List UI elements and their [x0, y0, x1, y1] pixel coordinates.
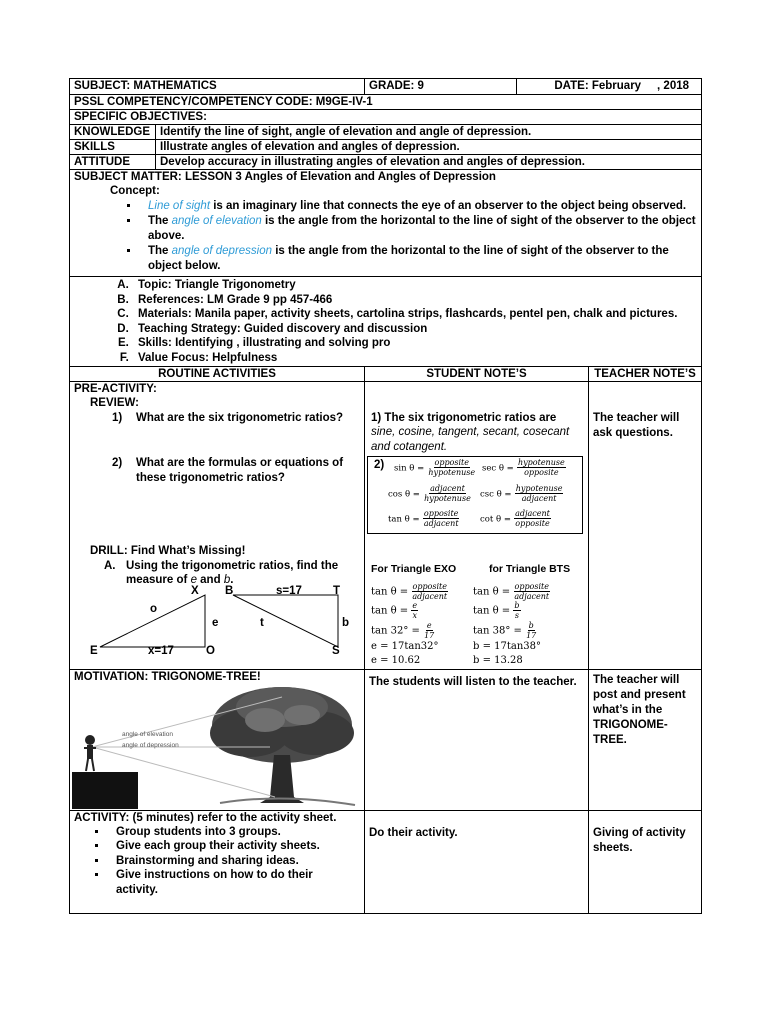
- student-notes-pre-activity: [365, 381, 589, 669]
- student-notes-motivation: The students will listen to the teacher.: [365, 669, 589, 810]
- student-notes-activity: Do their activity.: [365, 810, 589, 913]
- knowledge-text: Identify the line of sight, angle of elevation and angle of depression.: [156, 125, 702, 140]
- formula-tan: tan θ = $\frac{\text{opposite}}{\text{adjacent}}$: [388, 508, 459, 528]
- term-angle-of-elevation: angle of elevation: [171, 215, 262, 227]
- skills-label: SKILLS: [70, 140, 156, 155]
- question-1-num: 1): [112, 411, 123, 424]
- skills-text: Illustrate angles of elevation and angles of depression.: [156, 140, 702, 155]
- concept-list: [74, 199, 697, 274]
- exo-title: For Triangle EXO: [371, 562, 457, 575]
- label-e: e: [212, 616, 219, 629]
- column-header-routine: ROUTINE ACTIVITIES: [70, 366, 365, 381]
- motivation-cell: [70, 669, 365, 810]
- lesson-plan-page: [69, 78, 701, 914]
- angle-of-elevation-label: angle of elevation: [122, 730, 173, 738]
- competency-cell: PSSL COMPETENCY/COMPETENCY CODE: M9GE-IV-1: [70, 95, 702, 110]
- subject-matter-items-cell: [70, 277, 702, 367]
- label-o: o: [150, 602, 158, 615]
- item-references: B. References: LM Grade 9 pp 457-466: [132, 293, 697, 308]
- label-s17: s=17: [276, 584, 302, 597]
- drill-a-text: Using the trigonometric ratios, find the measure of e and b.: [126, 559, 339, 586]
- question-1: What are the six trigonometric ratios?: [136, 411, 344, 424]
- motivation-title: MOTIVATION: TRIGONOME-TREE!: [74, 670, 261, 683]
- question-2-num: 2): [112, 456, 123, 469]
- drill-a-num: A.: [104, 559, 116, 572]
- term-line-of-sight: Line of sight: [148, 200, 211, 212]
- date-text: DATE: February , 2018: [554, 80, 690, 92]
- activity-cell: [70, 810, 365, 913]
- trigonome-tree-illustration: [70, 685, 365, 810]
- formula-sin: sin θ = $\frac{\text{opposite}}{\text{hypotenuse}}$: [394, 457, 476, 477]
- formula-box: 2) sin θ = $\frac{\text{opposite}}{\text{hypotenuse}}$ sec θ = $\frac{\text{hypotenuse}}{\text{opposite}}$ cos θ = $\frac{\text{adjacent}}{\text{hypotenuse}}$ csc θ = $\frac{\text{hypotenuse}}{\text{adjacent}}$ tan θ = $\frac{\text{opposite}}{\text{adjacent}}$ cot θ = $\frac{\text{adjacent}}{\text{opposite}}$: [367, 456, 583, 534]
- activity-item-2: ▪ Give each group their activity sheets.: [108, 839, 360, 854]
- question-2: What are the formulas or equations of these trigonometric ratios?: [136, 456, 344, 484]
- attitude-label: ATTITUDE: [70, 155, 156, 170]
- formula-cot: cot θ = $\frac{\text{adjacent}}{\text{opposite}}$: [480, 508, 550, 528]
- exo-solution: tan θ = $\frac{\text{opposite}}{\text{adjacent}}$ tan θ = $\frac{e}{x}$ tan 32° = $\frac{e}{17}$ e = 17tan32° e = 10.62: [371, 581, 448, 667]
- item-value-focus: F. Value Focus: Helpfulness: [132, 351, 697, 366]
- activity-item-4: ▪ Give instructions on how to do their activity.: [108, 868, 360, 897]
- item-materials: C. Materials: Manila paper, activity sheets, cartolina strips, flashcards, pentel pen, chalk and pictures.: [132, 307, 697, 322]
- concept-angle-of-elevation: ▪ The angle of elevation is the angle from the horizontal to the line of sight of the observer to the object above.: [140, 214, 697, 244]
- term-angle-of-depression: angle of depression: [171, 245, 273, 257]
- subject-cell: SUBJECT: MATHEMATICS: [70, 79, 365, 95]
- label-t: t: [260, 616, 264, 629]
- concept-line-of-sight: ▪ Line of sight is an imaginary line that connects the eye of an observer to the object being observed.: [140, 199, 697, 214]
- teacher-notes-pre-activity: The teacher will ask questions.: [589, 381, 702, 669]
- label-b: b: [342, 616, 350, 629]
- answer-1: 1) The six trigonometric ratios are sine, cosine, tangent, secant, cosecant and cotangent.: [371, 411, 570, 453]
- specific-objectives-cell: SPECIFIC OBJECTIVES:: [70, 110, 702, 125]
- lesson-plan-table: [69, 78, 702, 914]
- subject-matter-items: [74, 278, 697, 366]
- teacher-notes-motivation: The teacher will post and present what’s in the TRIGONOME-TREE.: [589, 669, 702, 810]
- label-T: T: [333, 584, 341, 597]
- formula-sec: sec θ = $\frac{\text{hypotenuse}}{\text{opposite}}$: [482, 457, 565, 477]
- label-x17: x=17: [148, 644, 174, 657]
- knowledge-label: KNOWLEDGE: [70, 125, 156, 140]
- activity-list: [74, 825, 360, 898]
- teacher-notes-activity: Giving of activity sheets.: [589, 810, 702, 913]
- drill-title: DRILL: Find What’s Missing!: [90, 544, 246, 557]
- triangle-bts: [233, 595, 338, 647]
- building-block: [72, 772, 138, 809]
- subject-matter-title: SUBJECT MATTER: LESSON 3 Angles of Elevation and Angles of Depression: [74, 171, 496, 183]
- label-S: S: [332, 644, 340, 657]
- tree-icon: [210, 687, 355, 805]
- attitude-text: Develop accuracy in illustrating angles of elevation and angles of depression.: [156, 155, 702, 170]
- label-O: O: [206, 644, 215, 657]
- pre-activity-cell: [70, 381, 365, 669]
- activity-item-3: ▪ Brainstorming and sharing ideas.: [108, 854, 360, 869]
- angle-of-depression-label: angle of depression: [122, 741, 179, 749]
- concept-angle-of-depression: ▪ The angle of depression is the angle from the horizontal to the line of sight of the observer to the object below.: [140, 244, 697, 274]
- pre-activity-label: PRE-ACTIVITY:: [74, 382, 157, 395]
- grade-cell: GRADE: 9: [365, 79, 517, 95]
- label-B: B: [225, 584, 234, 597]
- item-topic: A. Topic: Triangle Trigonometry: [132, 278, 697, 293]
- activity-item-1: ▪ Group students into 3 groups.: [108, 825, 360, 840]
- bts-solution: tan θ = $\frac{\text{opposite}}{\text{adjacent}}$ tan θ = $\frac{b}{s}$ tan 38° = $\frac{b}{17}$ b = 17tan38° b = 13.28: [473, 581, 550, 667]
- label-X: X: [191, 584, 199, 597]
- bts-title: for Triangle BTS: [489, 562, 571, 575]
- review-label: REVIEW:: [90, 396, 139, 409]
- activity-title: ACTIVITY: (5 minutes) refer to the activity sheet.: [74, 811, 337, 824]
- concept-label: Concept:: [110, 185, 160, 197]
- formula-cos: cos θ = $\frac{\text{adjacent}}{\text{hypotenuse}}$: [388, 483, 471, 503]
- label-E: E: [90, 644, 98, 657]
- column-header-teacher: TEACHER NOTE’S: [589, 366, 702, 381]
- formula-csc: csc θ = $\frac{\text{hypotenuse}}{\text{adjacent}}$: [480, 483, 563, 503]
- item-teaching-strategy: D. Teaching Strategy: Guided discovery and discussion: [132, 322, 697, 337]
- subject-matter-cell: [70, 170, 702, 277]
- item-skills: E. Skills: Identifying , illustrating and solving pro: [132, 336, 697, 351]
- column-header-student: STUDENT NOTE’S: [365, 366, 589, 381]
- date-cell: [517, 79, 702, 95]
- person-icon: [84, 735, 96, 771]
